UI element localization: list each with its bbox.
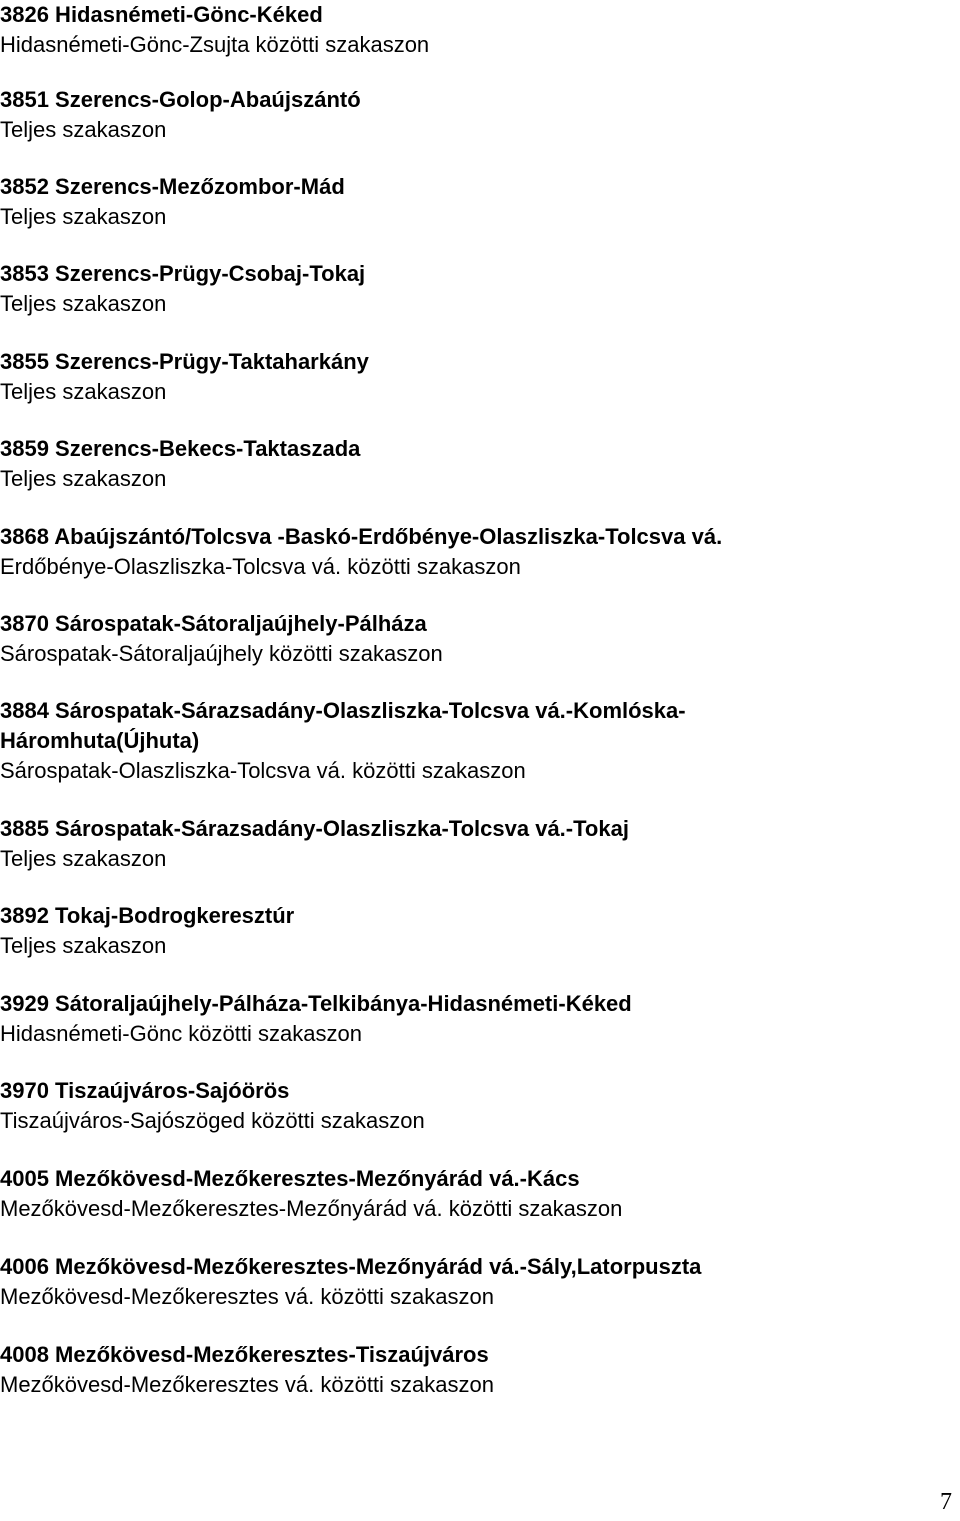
- road-entry-4006: [0, 1252, 900, 1312]
- road-title: 3970 Tiszaújváros-Sajóörös: [0, 1078, 290, 1103]
- page-number: 7: [940, 1489, 952, 1515]
- road-entry-3892: [0, 901, 900, 961]
- road-section: Mezőkövesd-Mezőkeresztes vá. közötti szakaszon: [0, 1284, 494, 1309]
- road-title: 3868 Abaújszántó/Tolcsva -Baskó-Erdőbénye-Olaszliszka-Tolcsva vá.: [0, 524, 723, 549]
- road-title: 3929 Sátoraljaújhely-Pálháza-Telkibánya-Hidasnémeti-Kéked: [0, 991, 632, 1016]
- road-section: Teljes szakaszon: [0, 466, 167, 491]
- road-title: 4005 Mezőkövesd-Mezőkeresztes-Mezőnyárád vá.-Kács: [0, 1166, 580, 1191]
- road-entry-3929: [0, 989, 900, 1049]
- road-section: Teljes szakaszon: [0, 846, 167, 871]
- road-entry-3855: [0, 347, 900, 407]
- road-entry-3870: [0, 609, 900, 669]
- road-section: Teljes szakaszon: [0, 204, 167, 229]
- road-section: Sárospatak-Olaszliszka-Tolcsva vá. közötti szakaszon: [0, 758, 526, 783]
- road-section: Hidasnémeti-Gönc-Zsujta közötti szakaszon: [0, 32, 430, 57]
- road-entry-3851: [0, 85, 900, 145]
- road-title: 3855 Szerencs-Prügy-Taktaharkány: [0, 349, 369, 374]
- road-entry-3853: [0, 259, 900, 319]
- road-section: Teljes szakaszon: [0, 291, 167, 316]
- road-entry-3852: [0, 172, 900, 232]
- road-section: Erdőbénye-Olaszliszka-Tolcsva vá. közötti szakaszon: [0, 554, 521, 579]
- road-entry-3859: [0, 434, 900, 494]
- road-entry-3970: [0, 1076, 900, 1136]
- road-section: Mezőkövesd-Mezőkeresztes-Mezőnyárád vá. közötti szakaszon: [0, 1196, 623, 1221]
- road-entry-4005: [0, 1164, 900, 1224]
- road-section: Hidasnémeti-Gönc közötti szakaszon: [0, 1021, 362, 1046]
- road-entry-3826: [0, 0, 900, 60]
- road-title: 4008 Mezőkövesd-Mezőkeresztes-Tiszaújváros: [0, 1342, 489, 1367]
- road-title: 3859 Szerencs-Bekecs-Taktaszada: [0, 436, 361, 461]
- road-title: 3885 Sárospatak-Sárazsadány-Olaszliszka-Tolcsva vá.-Tokaj: [0, 816, 629, 841]
- road-title: 4006 Mezőkövesd-Mezőkeresztes-Mezőnyárád vá.-Sály,Latorpuszta: [0, 1254, 702, 1279]
- road-section: Teljes szakaszon: [0, 117, 167, 142]
- road-entry-3884: [0, 696, 900, 786]
- road-entry-4008: [0, 1340, 900, 1400]
- road-entry-3885: [0, 814, 900, 874]
- road-title: 3853 Szerencs-Prügy-Csobaj-Tokaj: [0, 261, 366, 286]
- road-section: Mezőkövesd-Mezőkeresztes vá. közötti szakaszon: [0, 1372, 494, 1397]
- road-section: Tiszaújváros-Sajószöged közötti szakaszon: [0, 1108, 425, 1133]
- road-title: 3852 Szerencs-Mezőzombor-Mád: [0, 174, 345, 199]
- road-title: 3851 Szerencs-Golop-Abaújszántó: [0, 87, 361, 112]
- road-title-continued: Háromhuta(Újhuta): [0, 728, 200, 753]
- road-entry-3868: [0, 522, 900, 582]
- road-title: 3870 Sárospatak-Sátoraljaújhely-Pálháza: [0, 611, 427, 636]
- road-section: Teljes szakaszon: [0, 379, 167, 404]
- road-title: 3892 Tokaj-Bodrogkeresztúr: [0, 903, 295, 928]
- road-section: Teljes szakaszon: [0, 933, 167, 958]
- road-section: Sárospatak-Sátoraljaújhely közötti szakaszon: [0, 641, 443, 666]
- road-title: 3884 Sárospatak-Sárazsadány-Olaszliszka-Tolcsva vá.-Komlóska-: [0, 698, 686, 723]
- road-title: 3826 Hidasnémeti-Gönc-Kéked: [0, 2, 323, 27]
